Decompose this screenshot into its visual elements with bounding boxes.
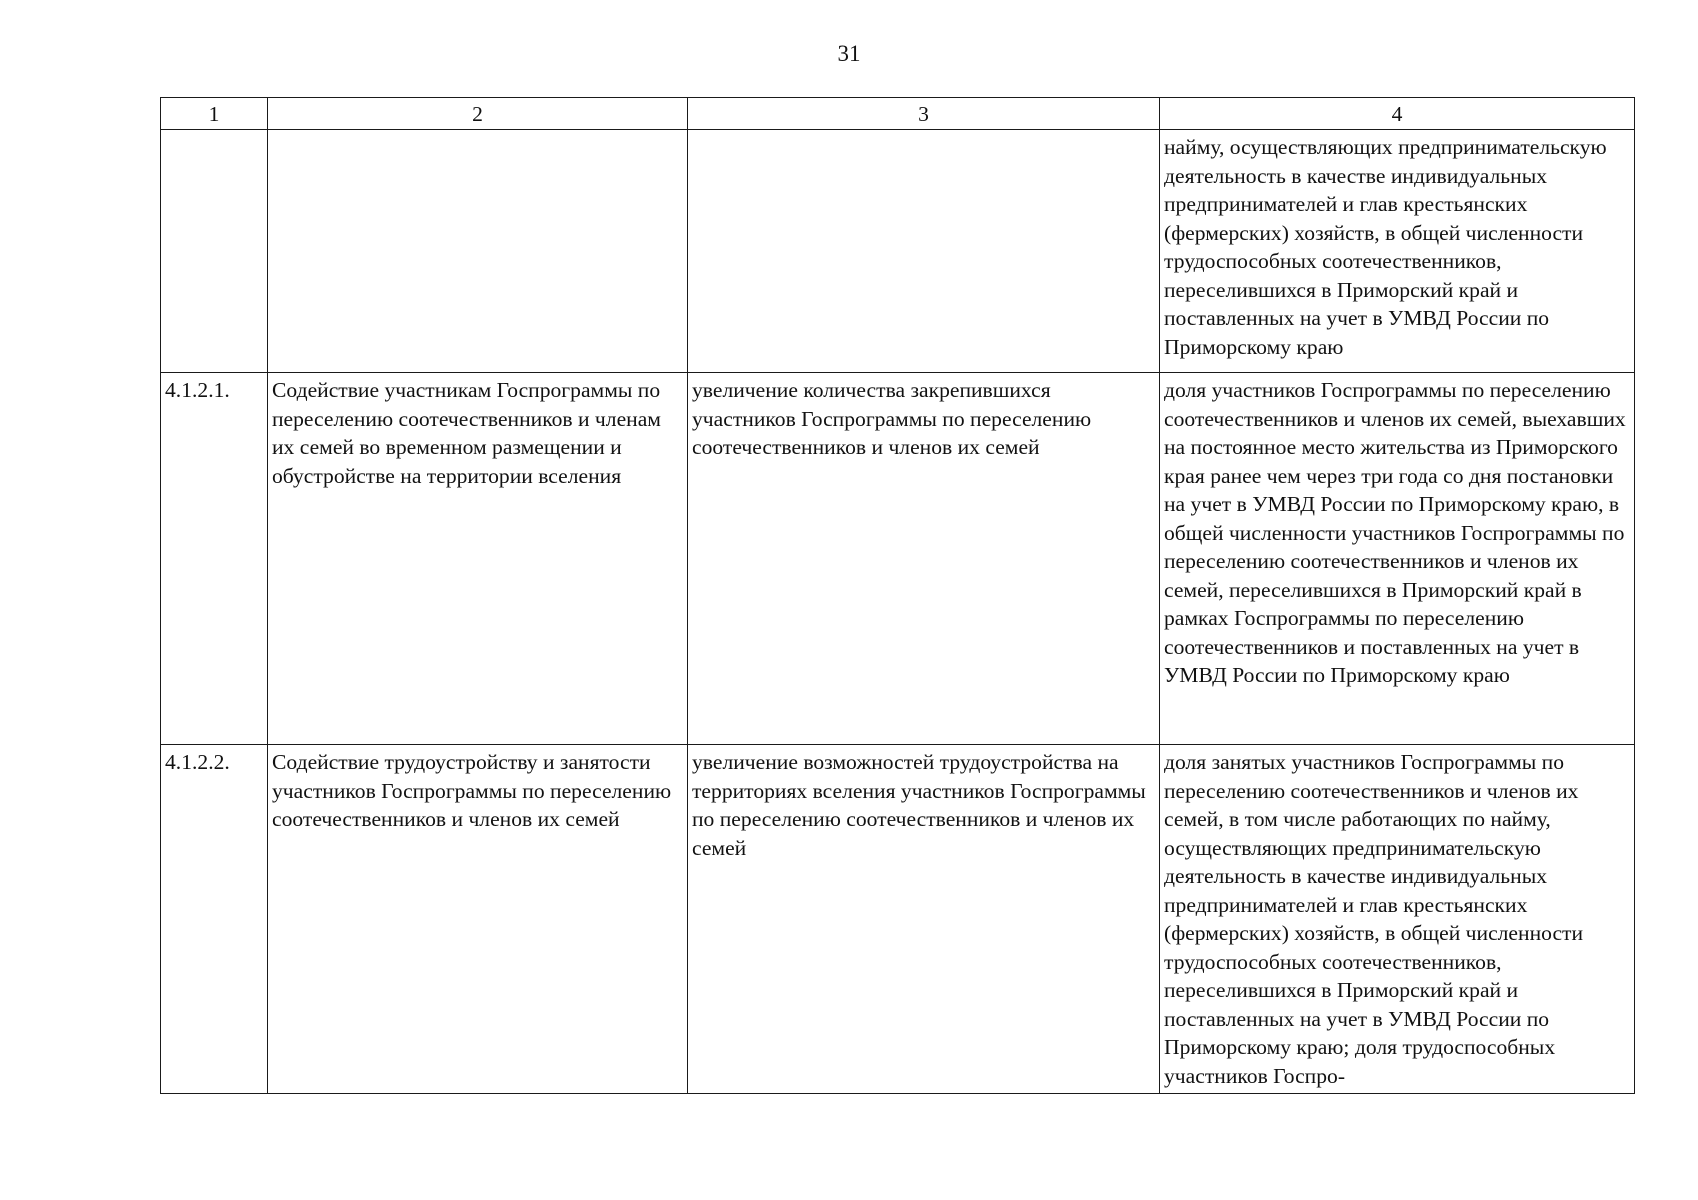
result-text: увеличение возможностей трудоустройства на территориях вселения участников Госпрограммы по переселению соотечественников и членов их семей	[692, 750, 1146, 860]
measure-cell	[268, 373, 688, 745]
row-number-cell	[161, 745, 268, 1094]
result-cell	[688, 130, 1160, 373]
measure-cell	[268, 745, 688, 1094]
table-header-row	[161, 98, 1635, 130]
indicator-cell	[1160, 373, 1635, 745]
page-number: 31	[837, 41, 861, 66]
row-number-cell	[161, 373, 268, 745]
indicator-text: доля участников Госпрограммы по переселению соотечественников и членов их семей, выехавших на постоянное место жительства из Приморского края ранее чем через три года со дня постановки на учет в УМВД России по Приморскому краю, в общей численности участников Госпрограммы по переселению соотечественников и членов их семей, переселившихся в Приморский край в рамках Госпрограммы по переселению соотечественников и поставленных на учет в УМВД России по Приморскому краю	[1164, 378, 1626, 687]
result-cell	[688, 745, 1160, 1094]
table-row	[161, 745, 1635, 1094]
row-number: 4.1.2.1.	[165, 378, 230, 402]
measure-text: Содействие трудоустройству и занятости участников Госпрограммы по переселению соотечественников и членов их семей	[272, 750, 672, 831]
row-number-cell	[161, 130, 268, 373]
table-row	[161, 373, 1635, 745]
measure-cell	[268, 130, 688, 373]
measure-text: Содействие участникам Госпрограммы по переселению соотечественников и членам их семей во временном размещении и обустройстве на территории вселения	[272, 378, 661, 488]
row-number: 4.1.2.2.	[165, 750, 230, 774]
indicator-text: найму, осуществляющих предпринимательскую деятельность в качестве индивидуальных предпринимателей и глав крестьянских (фермерских) хозяйств, в общей численности трудоспособных соотечественников, переселившихся в Приморский край и поставленных на учет в УМВД России по Приморскому краю	[1164, 135, 1607, 359]
indicator-cell	[1160, 745, 1635, 1094]
column-header-3: 3	[688, 98, 1160, 130]
indicator-text: доля занятых участников Госпрограммы по переселению соотечественников и членов их семей, в том числе работающих по найму, осуществляющих предпринимательскую деятельность в качестве индивидуальных предпринимателей и глав крестьянских (фермерских) хозяйств, в общей численности трудоспособных соотечественников, переселившихся в Приморский край и поставленных на учет в УМВД России по Приморскому краю; доля трудоспособных участников Госпро-	[1164, 750, 1584, 1088]
measures-table	[160, 97, 1635, 1094]
indicator-cell	[1160, 130, 1635, 373]
column-header-2: 2	[268, 98, 688, 130]
result-cell	[688, 373, 1160, 745]
column-header-4: 4	[1160, 98, 1635, 130]
result-text: увеличение количества закрепившихся участников Госпрограммы по переселению соотечественников и членов их семей	[692, 378, 1092, 459]
column-header-1: 1	[161, 98, 268, 130]
table-row	[161, 130, 1635, 373]
